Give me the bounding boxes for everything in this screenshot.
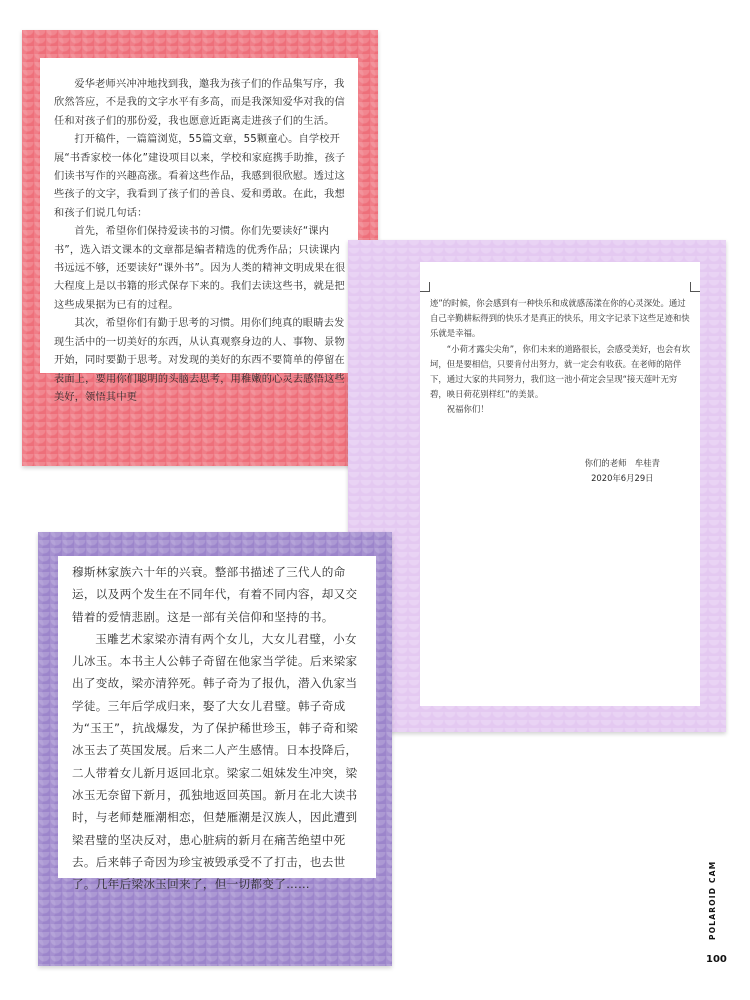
book-summary-page bbox=[58, 556, 376, 892]
crop-mark-top-right bbox=[690, 282, 700, 292]
brand-label: POLAROID CAM bbox=[708, 860, 717, 940]
book-summary-lead: 穆斯林家族六十年的兴衰。整部书描述了三代人的命运，以及两个发生在不同年代，有着不同内容，却又交错着的爱情悲剧。这是一部有关信仰和坚持的书。 bbox=[72, 565, 358, 624]
letter-signature-block bbox=[585, 456, 660, 486]
preface-paragraph: 首先，希望你们保持爱读书的习惯。你们先要读好“课内书”，选入语文课本的文章都是编者精选的优秀作品；只读课内书远远不够，还要读好“课外书”。因为人类的精神文明成果在很大程度上是以书籍的形式保存下来的。我们去读这些书，就是把这些成果据为已有的过程。 bbox=[54, 226, 346, 311]
purple-polaroid-card bbox=[38, 532, 392, 966]
letter-paragraph: 迹”的时候，你会感到有一种快乐和成就感荡漾在你的心灵深处。通过自己辛勤耕耘得到的快乐才是真正的快乐，用文字记录下这些足迹和快乐就是幸福。 bbox=[430, 298, 690, 339]
preface-page bbox=[40, 58, 358, 403]
letter-date: 2020年6月29日 bbox=[591, 473, 654, 484]
crop-mark-top-left bbox=[420, 282, 430, 292]
lilac-polaroid-card bbox=[348, 240, 726, 732]
preface-paragraph: 其次，希望你们有勤于思考的习惯。用你们纯真的眼睛去发现生活中的一切美好的东西，从认真观察身边的人、事物、景物开始，同时要勤于思考。对发现的美好的东西不要简单的停留在表面上，要用你们聪明的头脑去思考，用稚嫩的心灵去感悟这些美好，领悟其中更 bbox=[54, 318, 345, 403]
letter-signature: 你们的老师 牟桂青 bbox=[584, 458, 660, 468]
preface-text bbox=[54, 76, 348, 407]
letter-paragraph: “小荷才露尖尖角”，你们未来的道路很长，会感受美好，也会有坎坷，但是要相信，只要肯付出努力，就一定会有收获。在老师的陪伴下，通过大家的共同努力，我们这一池小荷定会呈现“接天莲叶无穷碧，映日荷花别样红”的美景。 bbox=[430, 343, 690, 400]
letter-paragraph: 祝福你们！ bbox=[446, 404, 489, 415]
preface-paragraph: 打开稿件，一篇篇浏览，55篇文章，55颗童心。自学校开展“书香家校一体化”建设项目以来，学校和家庭携手助推，孩子们读书写作的兴趣高涨。看着这些作品，我感到很欣慰。透过这些孩子的文字，我看到了孩子们的善良、爱和勇敢。在此，我想和孩子们说几句话： bbox=[54, 134, 346, 219]
book-summary-paragraph: 玉雕艺术家梁亦清有两个女儿，大女儿君璧，小女儿冰玉。本书主人公韩子奇留在他家当学徒。后来梁家出了变故，梁亦清猝死。韩子奇为了报仇，潜入仇家当学徒。三年后学成归来，娶了大女儿君璧。韩子奇成为“玉王”，抗战爆发，为了保护稀世珍玉，韩子奇和梁冰玉去了英国发展。后来二人产生感情。日本投降后，二人带着女儿新月返回北京。梁家二姐妹发生冲突，梁冰玉无奈留下新月，孤独地返回英国。新月在北大读书时，与老师楚雁潮相恋，但楚雁潮是汉族人，因此遭到梁君璧的坚决反对，患心脏病的新月在痛苦绝望中死去。后来韩子奇因为珍宝被毁承受不了打击，也去世了。几年后梁冰玉回来了，但一切都变了…… bbox=[72, 631, 359, 892]
page-number: 100 bbox=[706, 954, 727, 965]
letter-page bbox=[420, 262, 700, 706]
book-summary-text bbox=[72, 561, 368, 895]
red-polaroid-card bbox=[22, 30, 378, 466]
letter-text bbox=[430, 296, 692, 418]
preface-paragraph: 爱华老师兴冲冲地找到我，邀我为孩子们的作品集写序，我欣然答应，不是我的文字水平有多高，而是我深知爱华对我的信任和对孩子们的那份爱，我也愿意近距离走进孩子们的生活。 bbox=[54, 79, 345, 127]
